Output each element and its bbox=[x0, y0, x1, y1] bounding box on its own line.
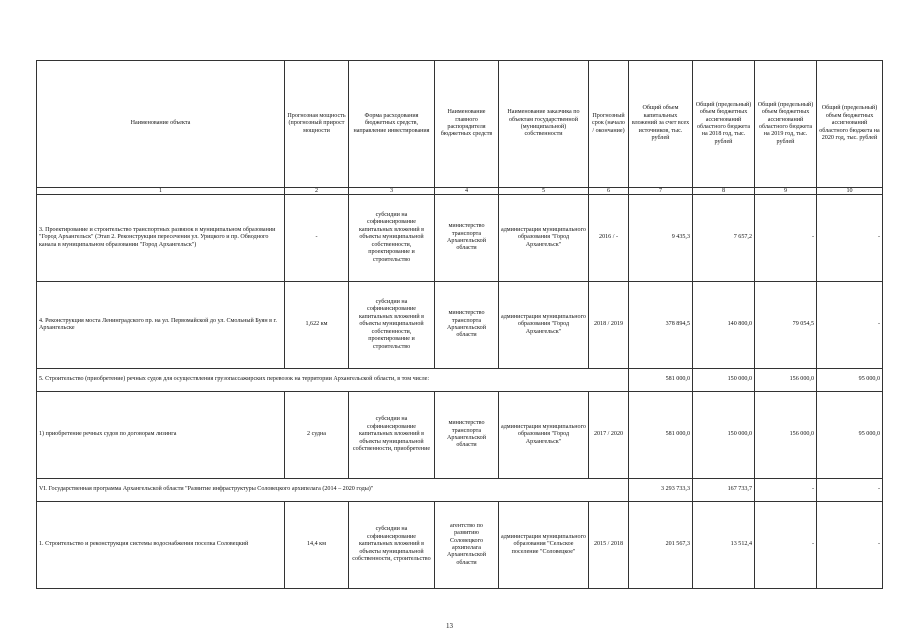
period: 2018 / 2019 bbox=[589, 282, 629, 369]
period: 2017 / 2020 bbox=[589, 392, 629, 479]
budget-2018: 150 000,0 bbox=[693, 369, 755, 392]
section-title: 5. Строительство (приобретение) речных судов для осуществления грузопассажирских перевозок на территории Архангельской области, в том числе: bbox=[37, 369, 629, 392]
header-distributor: Наименование главного распорядителя бюджетных средств bbox=[435, 61, 499, 188]
budget-2019: - bbox=[755, 479, 817, 502]
budget-2020: 95 000,0 bbox=[817, 369, 883, 392]
customer: администрация муниципального образования "Город Архангельск" bbox=[499, 392, 589, 479]
capacity: 1,622 км bbox=[285, 282, 349, 369]
customer: администрация муниципального образования "Город Архангельск" bbox=[499, 195, 589, 282]
document-sheet bbox=[36, 60, 882, 589]
distributor: агентство по развитию Соловецкого архипелага Архангельской области bbox=[435, 502, 499, 589]
table-row-section bbox=[37, 369, 883, 392]
table-row-program bbox=[37, 479, 883, 502]
header-customer: Наименование заказчика по объектам государственной (муниципальной) собственности bbox=[499, 61, 589, 188]
customer: администрация муниципального образования "Город Архангельск" bbox=[499, 282, 589, 369]
header-budget-2018: Общий (предельный) объем бюджетных ассигнований областного бюджета на 2018 год, тыс. рублей bbox=[693, 61, 755, 188]
spending-form: субсидии на софинансирование капитальных вложений в объекты муниципальной собственности, проектирование и строительство bbox=[349, 282, 435, 369]
header-capacity: Прогнозная мощность (прогнозный прирост мощности bbox=[285, 61, 349, 188]
distributor: министерство транспорта Архангельской области bbox=[435, 282, 499, 369]
column-number: 3 bbox=[349, 188, 435, 195]
total-volume: 201 567,3 bbox=[629, 502, 693, 589]
column-number: 4 bbox=[435, 188, 499, 195]
table-row bbox=[37, 502, 883, 589]
period: 2015 / 2018 bbox=[589, 502, 629, 589]
capacity: 14,4 км bbox=[285, 502, 349, 589]
header-budget-2019: Общий (предельный) объем бюджетных ассигнований областного бюджета на 2019 год, тыс. рублей bbox=[755, 61, 817, 188]
distributor: министерство транспорта Архангельской области bbox=[435, 392, 499, 479]
column-number: 8 bbox=[693, 188, 755, 195]
total-volume: 3 293 733,3 bbox=[629, 479, 693, 502]
object-name: 1) приобретение речных судов по договорам лизинга bbox=[37, 392, 285, 479]
capital-investment-table bbox=[36, 60, 883, 589]
budget-2020: - bbox=[817, 502, 883, 589]
page-number: 13 bbox=[446, 622, 453, 630]
table-row bbox=[37, 392, 883, 479]
budget-2018: 167 733,7 bbox=[693, 479, 755, 502]
total-volume: 581 000,0 bbox=[629, 369, 693, 392]
distributor: министерство транспорта Архангельской области bbox=[435, 195, 499, 282]
budget-2020: - bbox=[817, 282, 883, 369]
spending-form: субсидии на софинансирование капитальных вложений в объекты муниципальной собственности, приобретение bbox=[349, 392, 435, 479]
object-name: 3. Проектирование и строительство транспортных развязок в муниципальном образовании "Город Архангельск" (Этап 2. Реконструкция пересечения ул. Урицкого и пр. Обводного канала в муниципальном образовании "Город Архангельск") bbox=[37, 195, 285, 282]
table-row bbox=[37, 195, 883, 282]
budget-2019: - bbox=[755, 502, 817, 589]
total-volume: 581 000,0 bbox=[629, 392, 693, 479]
budget-2018: 150 000,0 bbox=[693, 392, 755, 479]
budget-2019: 156 000,0 bbox=[755, 369, 817, 392]
budget-2020: - bbox=[817, 479, 883, 502]
column-number: 1 bbox=[37, 188, 285, 195]
capacity: 2 судна bbox=[285, 392, 349, 479]
budget-2020: 95 000,0 bbox=[817, 392, 883, 479]
column-number: 5 bbox=[499, 188, 589, 195]
period: 2016 / - bbox=[589, 195, 629, 282]
capacity: - bbox=[285, 195, 349, 282]
total-volume: 378 894,5 bbox=[629, 282, 693, 369]
column-number: 7 bbox=[629, 188, 693, 195]
header-row bbox=[37, 61, 883, 188]
header-spending-form: Форма расходования бюджетных средств, направление инвестирования bbox=[349, 61, 435, 188]
header-budget-2020: Общий (предельный) объем бюджетных ассигнований областного бюджета на 2020 год, тыс. рублей bbox=[817, 61, 883, 188]
budget-2018: 13 512,4 bbox=[693, 502, 755, 589]
total-volume: 9 435,3 bbox=[629, 195, 693, 282]
customer: администрация муниципального образования "Сельское поселение "Соловецкое" bbox=[499, 502, 589, 589]
budget-2018: 140 800,0 bbox=[693, 282, 755, 369]
column-number: 6 bbox=[589, 188, 629, 195]
column-number-row bbox=[37, 188, 883, 195]
header-total-volume: Общий объем капитальных вложений за счет всех источников, тыс. рублей bbox=[629, 61, 693, 188]
budget-2018: 7 657,2 bbox=[693, 195, 755, 282]
program-title: VI. Государственная программа Архангельской области "Развитие инфраструктуры Соловецкого архипелага (2014 – 2020 годы)" bbox=[37, 479, 629, 502]
header-object-name: Наименование объекта bbox=[37, 61, 285, 188]
spending-form: субсидии на софинансирование капитальных вложений в объекты муниципальной собственности, строительство bbox=[349, 502, 435, 589]
object-name: 4. Реконструкция моста Ленинградского пр. на ул. Первомайской до ул. Смольный Буян в г. Архангельске bbox=[37, 282, 285, 369]
budget-2019: - bbox=[755, 195, 817, 282]
header-period: Прогнозный срок (начало / окончание) bbox=[589, 61, 629, 188]
budget-2019: 156 000,0 bbox=[755, 392, 817, 479]
table-row bbox=[37, 282, 883, 369]
column-number: 9 bbox=[755, 188, 817, 195]
column-number: 10 bbox=[817, 188, 883, 195]
budget-2019: 79 054,5 bbox=[755, 282, 817, 369]
spending-form: субсидии на софинансирование капитальных вложений в объекты муниципальной собственности, проектирование и строительство bbox=[349, 195, 435, 282]
column-number: 2 bbox=[285, 188, 349, 195]
budget-2020: - bbox=[817, 195, 883, 282]
object-name: 1. Строительство и реконструкция системы водоснабжения поселка Соловецкий bbox=[37, 502, 285, 589]
